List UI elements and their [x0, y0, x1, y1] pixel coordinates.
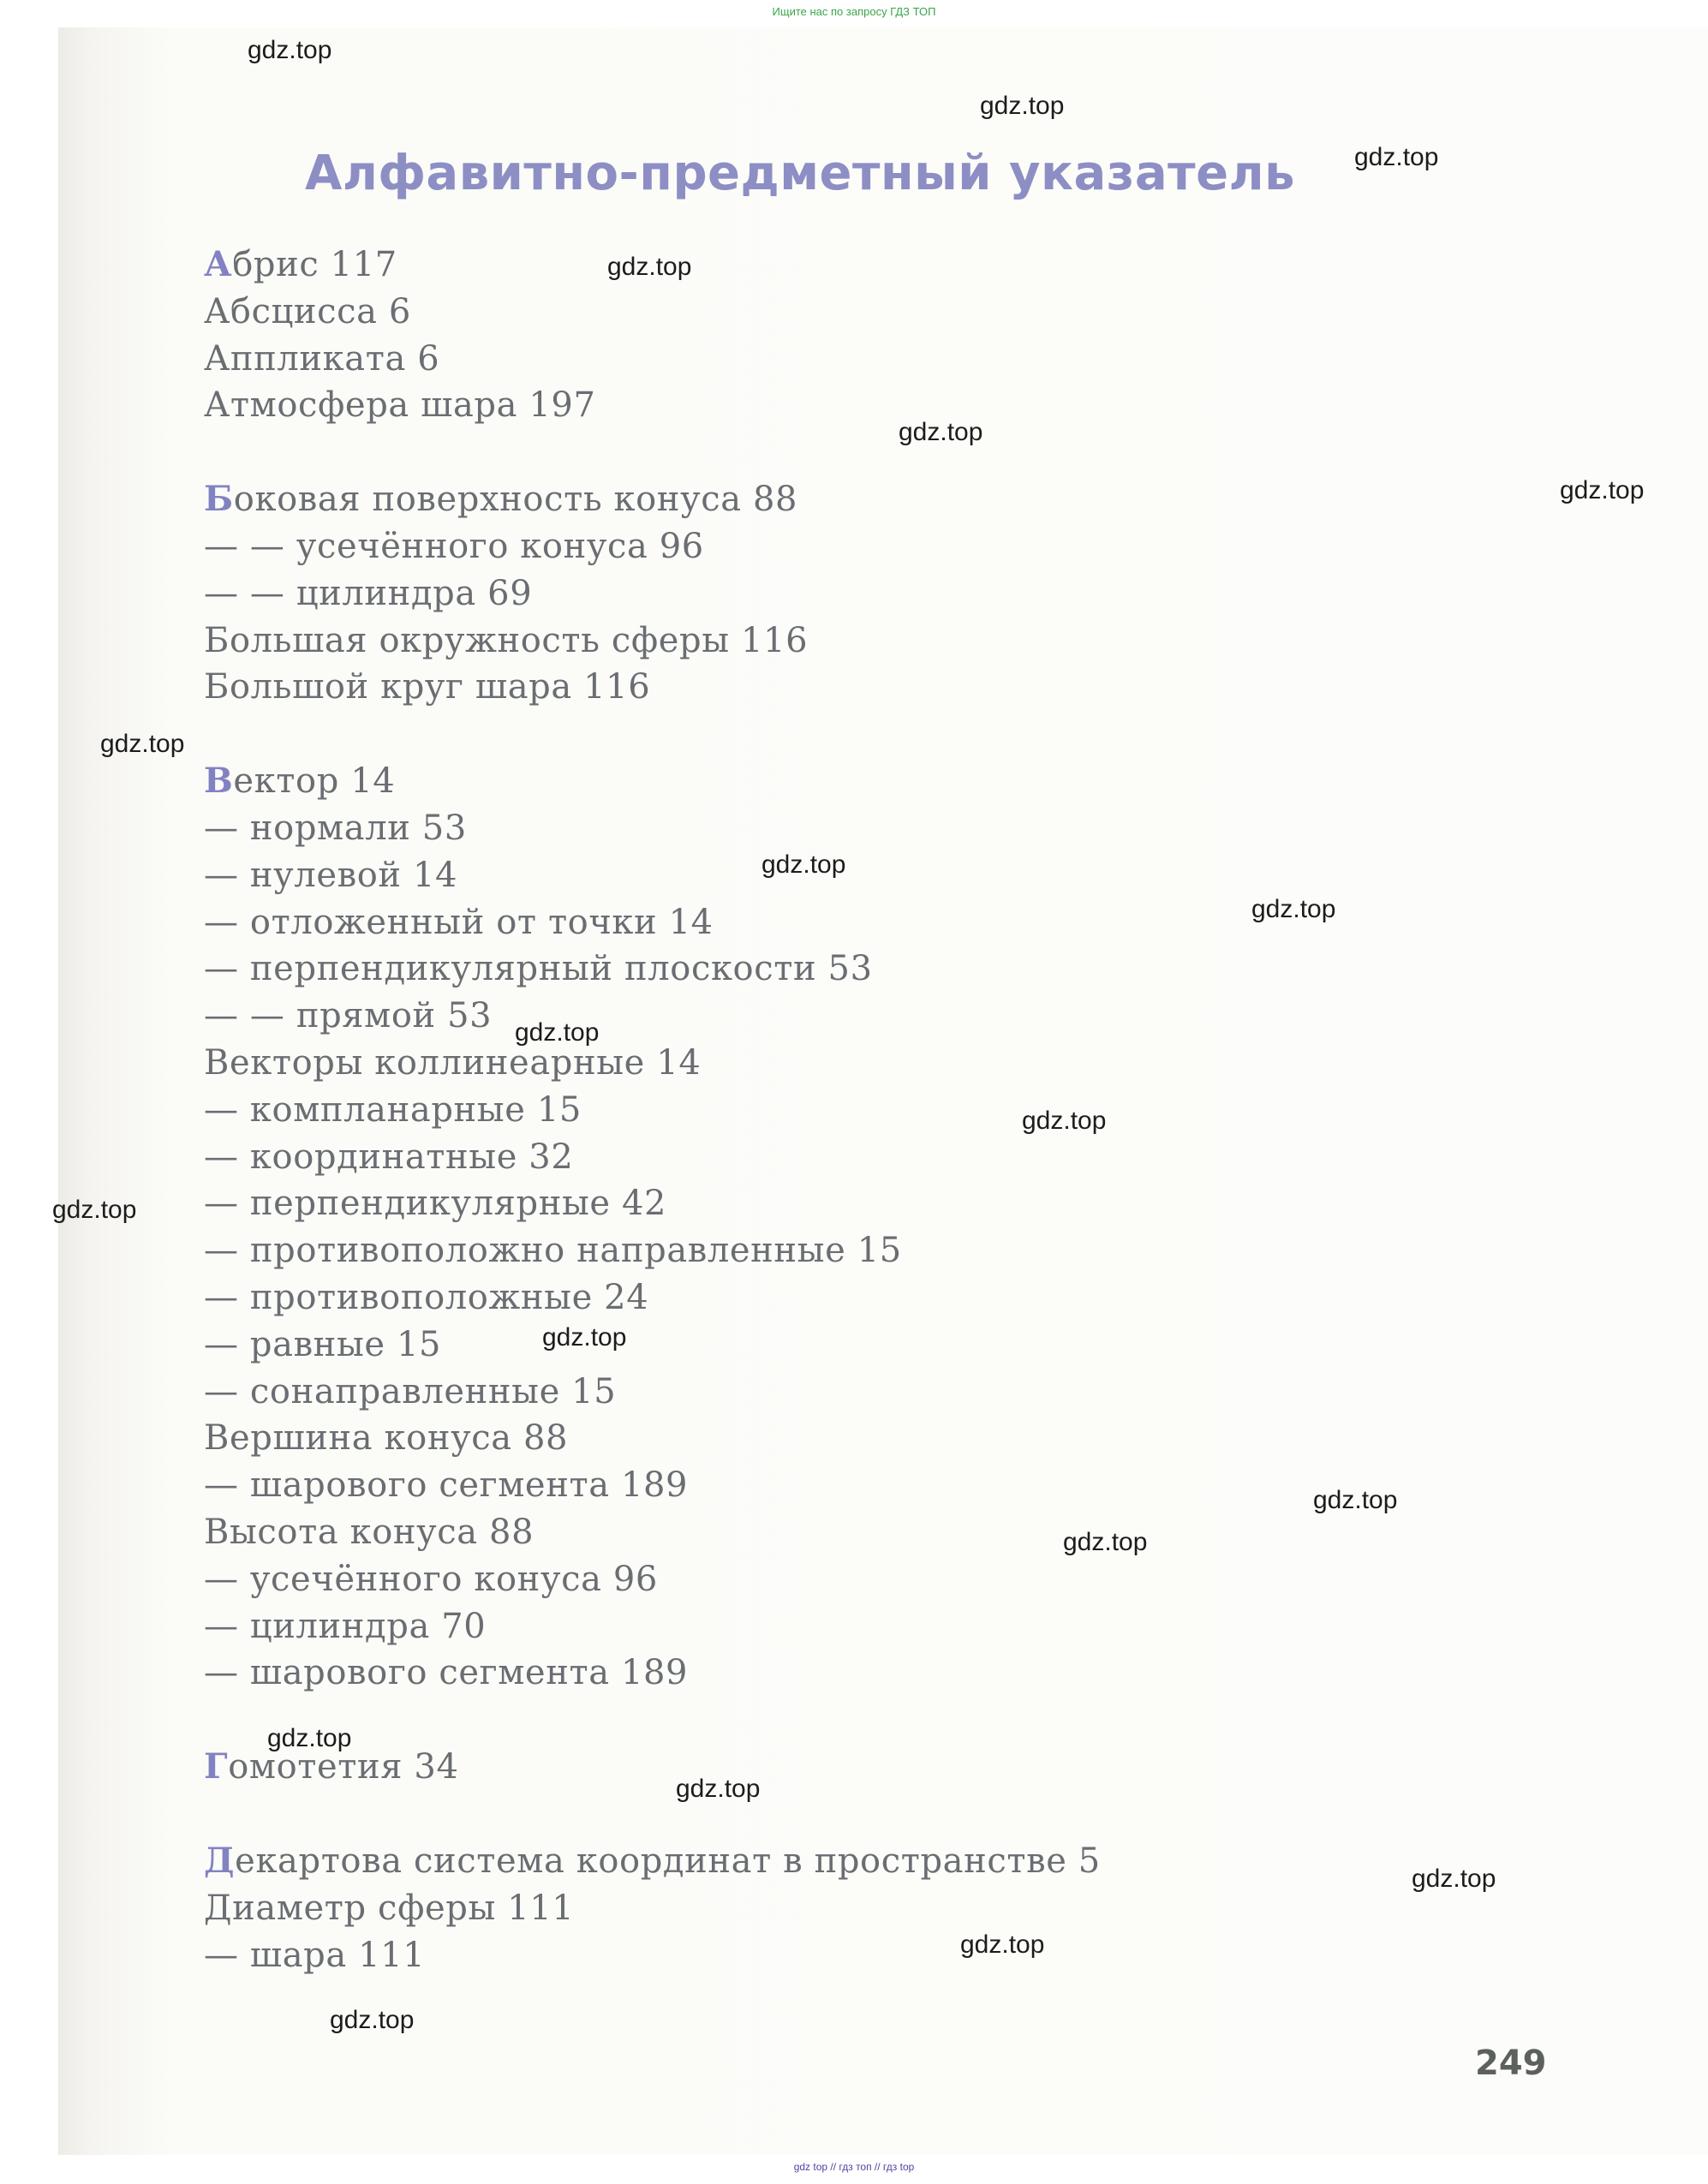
- index-entry: Абсцисса 6: [204, 291, 411, 331]
- entry-text: оковая поверхность конуса 88: [233, 480, 798, 520]
- index-entry: Вершина конуса 88: [204, 1418, 569, 1459]
- watermark: gdz.top: [1313, 1486, 1398, 1514]
- index-entry: Атмосфера шара 197: [204, 385, 596, 426]
- index-entry: — усечённого конуса 96: [204, 1559, 658, 1599]
- watermark: gdz.top: [1412, 1865, 1496, 1893]
- index-entry: — шарового сегмента 189: [204, 1653, 689, 1693]
- watermark: gdz.top: [100, 730, 185, 758]
- index-entry: — — прямой 53: [204, 996, 493, 1036]
- watermark: gdz.top: [248, 36, 332, 64]
- index-entry: — противоположно направленные 15: [204, 1231, 902, 1271]
- watermark: gdz.top: [1251, 895, 1336, 923]
- index-section-b: [204, 476, 1101, 711]
- index-entry: Диаметр сферы 111: [204, 1888, 575, 1928]
- header-link[interactable]: Ищите нас по запросу ГДЗ ТОП: [772, 5, 936, 18]
- watermark: gdz.top: [515, 1018, 600, 1047]
- section-letter: В: [204, 761, 234, 802]
- entry-text: екартова система координат в пространстве 5: [235, 1841, 1101, 1881]
- entry-text: ектор 14: [233, 761, 396, 802]
- watermark: gdz.top: [607, 253, 692, 281]
- index-entry: Векторы коллинеарные 14: [204, 1042, 702, 1083]
- watermark: gdz.top: [899, 418, 983, 446]
- index-entry: — противоположные 24: [204, 1277, 649, 1317]
- index-entry: — компланарные 15: [204, 1089, 582, 1130]
- index-entry: — нормали 53: [204, 808, 467, 848]
- section-letter: Б: [204, 479, 234, 520]
- index-entry: — перпендикулярный плоскости 53: [204, 949, 873, 989]
- entry-text: омотетия 34: [228, 1747, 459, 1787]
- index-entry: — шарового сегмента 189: [204, 1465, 689, 1506]
- index-entry: — шара 111: [204, 1935, 426, 1975]
- index-entry: Большая окружность сферы 116: [204, 620, 809, 660]
- watermark: gdz.top: [980, 92, 1065, 120]
- watermark: gdz.top: [960, 1930, 1045, 1959]
- index-entry: [204, 476, 1101, 523]
- index-entry: [204, 758, 1101, 805]
- watermark: gdz.top: [267, 1724, 352, 1752]
- index-entry: — отложенный от точки 14: [204, 902, 714, 942]
- index-section-v: [204, 758, 1101, 1697]
- index-entry: — равные 15: [204, 1324, 442, 1364]
- index-entry: — — цилиндра 69: [204, 573, 533, 613]
- index-entry: — нулевой 14: [204, 855, 458, 895]
- entry-text: брис 117: [232, 245, 397, 284]
- section-letter: А: [204, 244, 233, 284]
- index-entry: [204, 1838, 1101, 1885]
- index-entry: — сонаправленные 15: [204, 1371, 617, 1411]
- index-entry: Высота конуса 88: [204, 1512, 534, 1552]
- watermark: gdz.top: [1022, 1107, 1107, 1135]
- page-title: Алфавитно-предметный указатель: [305, 146, 1295, 201]
- footer-link[interactable]: gdz top // гдз топ // гдз top: [793, 2161, 915, 2173]
- watermark: gdz.top: [330, 2006, 415, 2034]
- watermark: gdz.top: [676, 1775, 761, 1803]
- index-entry: — перпендикулярные 42: [204, 1184, 667, 1224]
- watermark: gdz.top: [761, 850, 846, 879]
- watermark: gdz.top: [1560, 476, 1645, 504]
- section-letter: Г: [204, 1746, 229, 1787]
- index-entry: Аппликата 6: [204, 338, 440, 379]
- alphabetical-index: [204, 242, 1101, 2026]
- index-entry: — цилиндра 70: [204, 1606, 487, 1646]
- page-number: 249: [1475, 2044, 1547, 2083]
- watermark: gdz.top: [542, 1323, 627, 1352]
- watermark: gdz.top: [52, 1196, 137, 1224]
- index-entry: — координатные 32: [204, 1137, 574, 1177]
- watermark: gdz.top: [1063, 1528, 1148, 1556]
- index-entry: Большой круг шара 116: [204, 667, 651, 707]
- index-entry: — — усечённого конуса 96: [204, 526, 704, 566]
- section-letter: Д: [204, 1840, 236, 1881]
- watermark: gdz.top: [1354, 143, 1439, 171]
